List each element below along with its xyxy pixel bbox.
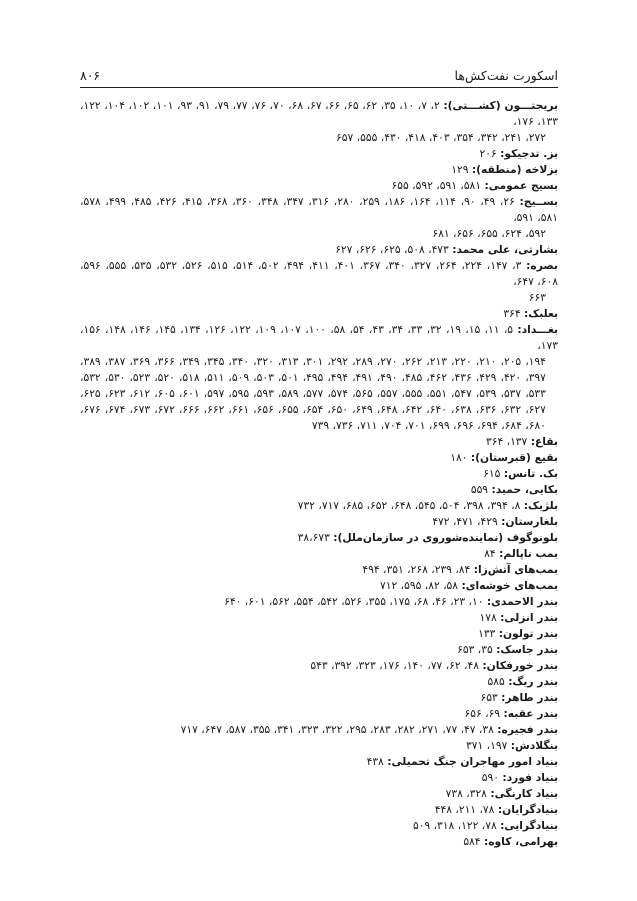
index-page-refs: ۲، ۷، ۱۰، ۳۵، ۶۲، ۶۵، ۶۶، ۶۷، ۶۸، ۷۰، ۷۶، ۷۷، ۷۹، ۹۱، ۹۳، ۱۰۱، ۱۰۲، ۱۰۴، ۱۲۲، ۱۳۳، ۱۷۶، <box>80 99 558 128</box>
index-page-refs: ۳۸،۶۷۳ <box>297 531 330 544</box>
index-term: بنگلادش: <box>510 739 558 752</box>
index-term: بلژیک: <box>523 499 558 512</box>
index-term: بقاع: <box>530 435 558 448</box>
index-term: بعلبک: <box>524 307 558 320</box>
index-term: بندر فجیره: <box>497 723 558 736</box>
index-list <box>80 98 558 850</box>
index-entry <box>80 706 558 722</box>
index-page-refs: ۶۵۳ <box>480 691 498 704</box>
index-page-refs: ۴۲۹، ۴۷۱، ۴۷۲ <box>432 515 498 528</box>
index-entry <box>80 482 558 498</box>
index-entry <box>80 258 558 306</box>
index-term: بسیج عمومی: <box>484 179 558 192</box>
page-number: ۸۰۶ <box>80 68 101 83</box>
index-term: بز. تدجیکو: <box>500 147 558 160</box>
index-page-refs: ۶۱۵ <box>483 467 501 480</box>
index-term: بلونوگوف (نماینده‌شوروی در سازمان‌ملل): <box>333 531 558 544</box>
index-page-refs: ۵۹۰ <box>481 771 500 784</box>
index-page-refs: ۱۹۷، ۳۷۱ <box>466 739 508 752</box>
index-entry <box>80 642 558 658</box>
index-page-refs-continued: ۶۶۳ <box>528 291 546 304</box>
index-page-refs: ۱۲۹ <box>451 163 469 176</box>
index-page-refs: ۱۳۷، ۳۶۴ <box>485 435 528 448</box>
index-entry <box>80 722 558 738</box>
index-term: بمب‌های خوشه‌ای: <box>461 579 558 592</box>
index-page-refs: ۵۸، ۸۲، ۵۹۵، ۷۱۲ <box>380 579 459 592</box>
index-page-refs: ۵، ۱۱، ۱۵، ۱۹، ۳۲، ۳۳، ۳۴، ۴۳، ۵۴، ۵۸، ۱۰۰، ۱۰۷، ۱۰۹، ۱۲۲، ۱۲۶، ۱۳۴، ۱۴۵، ۱۴۶، ۱۴۸، ۱۵۶، ۱۷۳، <box>80 323 558 352</box>
index-entry <box>80 834 558 850</box>
index-term: بمب ناپالم: <box>499 547 558 560</box>
index-entry <box>80 658 558 674</box>
index-page-refs: ۵۸۵ <box>487 675 505 688</box>
index-page-refs: ۴۷۳، ۵۰۸، ۶۲۵، ۶۲۶، ۶۲۷ <box>335 243 449 256</box>
index-term: بندر خورفکان: <box>482 659 558 672</box>
index-term: بندر طاهر: <box>501 691 558 704</box>
index-term: بندر ریگ: <box>508 675 558 688</box>
index-term: بریجتـــون (کشـــتی): <box>443 99 559 112</box>
index-page-refs: ۵۵۹ <box>470 483 489 496</box>
index-term: بک. تانس: <box>503 467 558 480</box>
index-entry <box>80 450 558 466</box>
index-page-refs: ۸، ۳۹۴، ۳۹۸، ۵۰۴، ۵۴۵، ۶۴۸، ۶۵۲، ۶۸۵، ۷۱۷، ۷۳۲ <box>297 499 521 512</box>
index-page-refs: ۲۶، ۴۹، ۹۰، ۱۱۴، ۱۶۴، ۱۸۶، ۲۵۹، ۲۸۰، ۳۱۶، ۳۴۷، ۳۴۸، ۳۶۰، ۳۶۸، ۴۱۵، ۴۲۶، ۴۸۵، ۴۹۹، ۵۷۸، ۵۸۱، ۵۹۱، <box>80 195 558 224</box>
running-title: اسکورت نفت‌کش‌ها <box>454 68 558 83</box>
index-page-refs: ۳۲۸، ۷۳۸ <box>445 787 487 800</box>
index-term: بمب‌های آتش‌زا: <box>473 563 558 576</box>
index-entry <box>80 674 558 690</box>
index-entry <box>80 610 558 626</box>
index-page-refs: ۲۰۶ <box>479 147 497 160</box>
page-header <box>80 66 558 88</box>
index-term: بنیاد فورد: <box>502 771 558 784</box>
index-page-refs: ۳۸، ۴۷، ۷۷، ۲۷۱، ۲۸۲، ۲۸۳، ۲۹۵، ۳۲۲، ۳۲۳، ۳۴۱، ۳۵۵، ۵۸۷، ۶۴۷، ۷۱۷ <box>180 723 494 736</box>
index-term: بندر انزلی: <box>500 611 558 624</box>
index-entry <box>80 690 558 706</box>
index-page-refs: ۱۳۳ <box>478 627 496 640</box>
index-entry <box>80 546 558 562</box>
index-entry <box>80 562 558 578</box>
index-page-refs: ۱۰، ۲۳، ۴۶، ۶۸، ۱۷۵، ۳۵۵، ۵۲۶، ۵۴۲، ۵۵۴، ۵۶۲، ۶۰۱، ۶۴۰ <box>224 595 484 608</box>
index-entry <box>80 770 558 786</box>
index-page-refs-continued: ۵۹۲، ۶۲۴، ۶۵۵، ۶۵۶، ۶۸۱ <box>432 227 546 240</box>
index-page-refs: ۳۵، ۶۵۳ <box>457 643 493 656</box>
index-page-refs-continued: ۲۷۲، ۲۴۱، ۳۴۲، ۳۵۴، ۴۰۳، ۴۱۸، ۴۳۰، ۵۵۵، ۶۵۷ <box>336 131 546 144</box>
header-rule <box>80 87 558 88</box>
index-entry <box>80 738 558 754</box>
index-term: بنیادگرایان: <box>497 803 558 816</box>
index-page-refs: ۸۴ <box>484 547 496 560</box>
index-entry <box>80 306 558 322</box>
index-page-refs: ۴۸، ۶۲، ۷۷، ۱۴۰، ۱۷۶، ۳۲۳، ۳۹۲، ۵۴۳ <box>310 659 479 672</box>
index-page-refs: ۵۸۱، ۵۹۱، ۵۹۲، ۶۵۵ <box>391 179 482 192</box>
index-term: بصره: <box>526 259 558 272</box>
index-page-refs: ۱۸۰ <box>450 451 468 464</box>
index-entry <box>80 754 558 770</box>
index-term: بنیاد کارنگی: <box>490 787 558 800</box>
index-term: بنیادگرایی: <box>500 819 558 832</box>
index-entry <box>80 530 558 546</box>
index-entry <box>80 626 558 642</box>
index-page-refs: ۷۸، ۲۱۱، ۴۴۸ <box>434 803 495 816</box>
index-entry <box>80 786 558 802</box>
index-entry <box>80 818 558 834</box>
index-page-refs: ۵۸۴ <box>463 835 481 848</box>
index-entry <box>80 322 558 434</box>
index-term: بنیاد امور مهاجران جنگ تحمیلی: <box>387 755 558 768</box>
index-term: بقیع (قبرستان): <box>470 451 558 464</box>
index-term: بندر تولون: <box>498 627 558 640</box>
index-entry <box>80 178 558 194</box>
index-term: بندر عقبه: <box>503 707 558 720</box>
index-entry <box>80 146 558 162</box>
index-term: بزلاخه (منطقه): <box>471 163 558 176</box>
index-page-refs-continued: ۱۹۴، ۲۰۵، ۲۱۰، ۲۲۰، ۲۱۳، ۲۶۲، ۲۷۰، ۲۸۹، ۲۹۲، ۳۰۱، ۳۱۳، ۳۲۰، ۳۴۰، ۳۴۵، ۳۴۹، ۳۶۶، ۳۶۹، ۳۸۷، ۳۸۹، ۳۹۷، ۴۲۰، ۴۲۹، ۴۳۶، ۴۶۲، ۴۸۵، ۴۹۰، ۴۹۱، ۴۹۴، ۴۹۵، ۵۰۱، ۵۰۳، ۵۰۹، ۵۱۱، ۵۱۸، ۵۲۰، ۵۲۳، ۵۳۰، ۵۳۲، ۵۳۳، ۵۳۷، ۵۳۹، ۵۴۷، ۵۵۱، ۵۵۵، ۵۵۷، ۵۶۵، ۵۷۴، ۵۷۷، ۵۸۹، ۵۹۳، ۵۹۵، ۵۹۷، ۶۰۱، ۶۰۵، ۶۱۲، ۶۲۳، ۶۲۵، ۶۲۷، ۶۳۲، ۶۳۶، ۶۳۸، ۶۴۰، ۶۴۲، ۶۴۸، ۶۴۹، ۶۵۰، ۶۵۴، ۶۵۵، ۶۵۶، ۶۶۱، ۶۶۲، ۶۶۶، ۶۷۲، ۶۷۳، ۶۷۴، ۶۷۶، ۶۸۰، ۶۸۴، ۶۹۴، ۶۹۶، ۶۹۹، ۷۰۱، ۷۰۴، ۷۱۱، ۷۳۶، ۷۳۹ <box>80 355 546 432</box>
index-term: بســیج: <box>519 195 559 208</box>
index-term: بندر الاحمدی: <box>486 595 558 608</box>
index-entry <box>80 466 558 482</box>
index-page-refs: ۴۳۸ <box>366 755 384 768</box>
index-entry <box>80 498 558 514</box>
index-term: بشارتی، علی محمد: <box>452 243 558 256</box>
index-page-refs: ۳۶۴ <box>503 307 521 320</box>
index-entry <box>80 242 558 258</box>
index-entry <box>80 594 558 610</box>
index-page-refs: ۸۴، ۲۳۹، ۲۶۸، ۳۵۱، ۴۹۴ <box>362 563 471 576</box>
index-page-refs: ۳، ۱۴۷، ۲۲۴، ۲۶۴، ۳۲۷، ۳۴۰، ۳۶۷، ۴۰۱، ۴۱۱، ۴۹۴، ۵۰۲، ۵۱۴، ۵۱۵، ۵۲۶، ۵۳۲، ۵۳۵، ۵۵۵، ۵۹۶، ۶۰۸، ۶۴۷، <box>80 259 558 288</box>
index-entry <box>80 434 558 450</box>
index-page-refs: ۷۸، ۱۲۲، ۳۱۸، ۵۰۹ <box>412 819 497 832</box>
index-term: بندر جاسک: <box>496 643 558 656</box>
index-entry <box>80 514 558 530</box>
index-term: بکایی، حمید: <box>491 483 558 496</box>
index-term: بغـــداد: <box>517 323 558 336</box>
index-entry <box>80 194 558 242</box>
index-entry <box>80 802 558 818</box>
index-term: بلغارستان: <box>501 515 558 528</box>
index-entry <box>80 98 558 146</box>
index-page-refs: ۱۷۸ <box>479 611 497 624</box>
index-term: بهرامی، کاوه: <box>483 835 558 848</box>
index-entry <box>80 578 558 594</box>
index-entry <box>80 162 558 178</box>
index-page-refs: ۶۹، ۶۵۶ <box>464 707 501 720</box>
